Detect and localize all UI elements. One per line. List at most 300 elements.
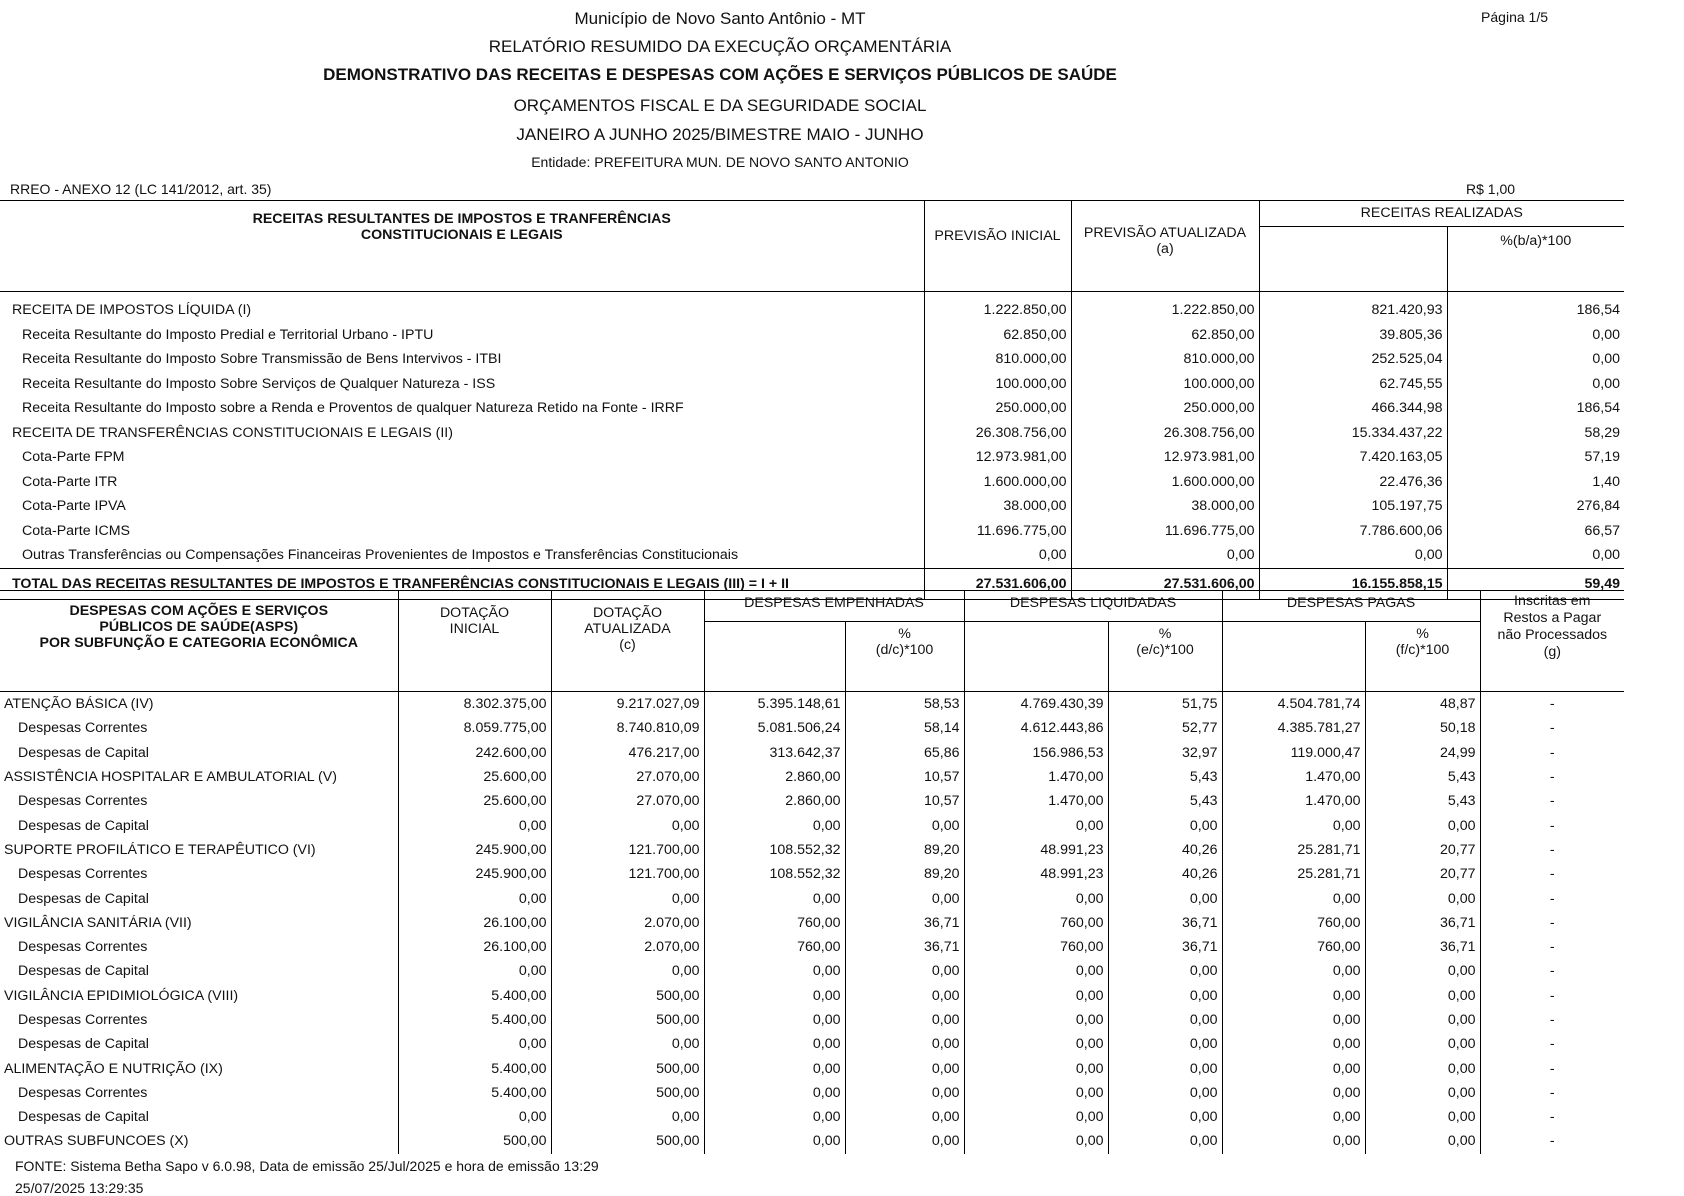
pct-liquidada: 0,00 <box>1108 959 1222 983</box>
receita-row <box>0 323 1624 348</box>
despesas-header-dotacao-atualizada: DOTAÇÃO ATUALIZADA (c) <box>551 591 704 692</box>
dotacao-atualizada: 476.217,00 <box>551 741 704 765</box>
despesa-liquidada: 4.769.430,39 <box>964 692 1108 717</box>
despesa-liquidada: 4.612.443,86 <box>964 716 1108 740</box>
receita-realizada: 7.786.600,06 <box>1259 519 1447 544</box>
pct-liquidada: 52,77 <box>1108 716 1222 740</box>
dotacao-inicial: 245.900,00 <box>398 862 551 886</box>
despesa-label: ASSISTÊNCIA HOSPITALAR E AMBULATORIAL (V) <box>4 769 337 786</box>
pct-empenhada: 0,00 <box>845 1105 964 1129</box>
pct-liquidada: 40,26 <box>1108 862 1222 886</box>
despesa-empenhada: 0,00 <box>704 1008 845 1032</box>
receita-label: Cota-Parte FPM <box>22 449 125 466</box>
receita-row <box>0 543 1624 568</box>
municipality-title: Município de Novo Santo Antônio - MT <box>574 9 866 28</box>
receita-row <box>0 445 1624 470</box>
entity-line: Entidade: PREFEITURA MUN. DE NOVO SANTO ANTONIO <box>531 154 909 170</box>
receitas-header-realizadas-value <box>1259 226 1447 291</box>
despesa-subrow <box>0 959 1624 983</box>
restos-a-pagar: - <box>1480 886 1624 910</box>
receita-prev-inicial: 100.000,00 <box>924 372 1071 397</box>
dotacao-inicial: 0,00 <box>398 959 551 983</box>
despesa-label: Despesas Correntes <box>18 866 148 883</box>
despesa-subrow <box>0 935 1624 959</box>
despesa-empenhada: 5.081.506,24 <box>704 716 845 740</box>
dotacao-inicial: 0,00 <box>398 886 551 910</box>
pct-empenhada: 0,00 <box>845 813 964 837</box>
total-prev-atualizada: 27.531.606,00 <box>1071 568 1259 599</box>
page-number: Página 1/5 <box>1481 9 1548 25</box>
pct-liquidada: 0,00 <box>1108 984 1222 1008</box>
pct-empenhada: 0,00 <box>845 1081 964 1105</box>
despesa-paga: 0,00 <box>1222 886 1365 910</box>
despesa-subrow <box>0 862 1624 886</box>
pct-paga: 24,99 <box>1365 741 1480 765</box>
pct-paga: 36,71 <box>1365 911 1480 935</box>
receita-prev-atualizada: 26.308.756,00 <box>1071 421 1259 446</box>
despesa-empenhada: 0,00 <box>704 1032 845 1056</box>
pct-paga: 0,00 <box>1365 1008 1480 1032</box>
dotacao-inicial: 5.400,00 <box>398 1008 551 1032</box>
despesa-empenhada: 5.395.148,61 <box>704 692 845 717</box>
pct-paga: 0,00 <box>1365 1032 1480 1056</box>
receita-label: Receita Resultante do Imposto Predial e Territorial Urbano - IPTU <box>22 326 434 343</box>
restos-a-pagar: - <box>1480 984 1624 1008</box>
receitas-table <box>0 200 1624 600</box>
receita-label: RECEITA DE IMPOSTOS LÍQUIDA (I) <box>12 302 252 319</box>
dotacao-atualizada: 0,00 <box>551 813 704 837</box>
despesa-paga: 1.470,00 <box>1222 765 1365 789</box>
source-note: FONTE: Sistema Betha Sapo v 6.0.98, Data de emissão 25/Jul/2025 e hora de emissão 13:29 <box>15 1158 599 1174</box>
receita-label: Receita Resultante do Imposto Sobre Transmissão de Bens Intervivos - ITBI <box>22 351 502 368</box>
receita-prev-atualizada: 250.000,00 <box>1071 396 1259 421</box>
restos-a-pagar: - <box>1480 1081 1624 1105</box>
dotacao-atualizada: 27.070,00 <box>551 765 704 789</box>
receita-row <box>0 396 1624 421</box>
receita-percent: 66,57 <box>1447 519 1624 544</box>
despesa-liquidada: 0,00 <box>964 1008 1108 1032</box>
receita-prev-inicial: 0,00 <box>924 543 1071 568</box>
receita-realizada: 252.525,04 <box>1259 347 1447 372</box>
receita-label: Receita Resultante do Imposto sobre a Renda e Proventos de qualquer Natureza Retido na Fonte - IRRF <box>22 400 684 417</box>
receita-realizada: 22.476,36 <box>1259 470 1447 495</box>
dotacao-atualizada: 500,00 <box>551 1081 704 1105</box>
restos-a-pagar: - <box>1480 716 1624 740</box>
despesa-paga: 119.000,47 <box>1222 741 1365 765</box>
despesa-label: Despesas de Capital <box>18 1109 149 1126</box>
despesa-liquidada: 1.470,00 <box>964 789 1108 813</box>
pct-liquidada: 0,00 <box>1108 1105 1222 1129</box>
receita-row <box>0 421 1624 446</box>
despesa-paga: 0,00 <box>1222 959 1365 983</box>
despesa-label: ALIMENTAÇÃO E NUTRIÇÃO (IX) <box>4 1060 223 1077</box>
dotacao-atualizada: 2.070,00 <box>551 911 704 935</box>
despesa-paga: 0,00 <box>1222 1081 1365 1105</box>
despesa-paga: 4.504.781,74 <box>1222 692 1365 717</box>
despesa-empenhada: 0,00 <box>704 886 845 910</box>
receita-prev-atualizada: 12.973.981,00 <box>1071 445 1259 470</box>
receita-prev-atualizada: 38.000,00 <box>1071 494 1259 519</box>
statement-title: DEMONSTRATIVO DAS RECEITAS E DESPESAS COM AÇÕES E SERVIÇOS PÚBLICOS DE SAÚDE <box>323 65 1117 84</box>
despesa-label: VIGILÂNCIA EPIDIMIOLÓGICA (VIII) <box>4 987 239 1004</box>
receita-percent: 0,00 <box>1447 323 1624 348</box>
despesa-liquidada: 0,00 <box>964 1129 1108 1153</box>
restos-a-pagar: - <box>1480 741 1624 765</box>
despesa-row <box>0 984 1624 1008</box>
despesa-empenhada: 0,00 <box>704 1056 845 1080</box>
despesas-header-empenhadas: DESPESAS EMPENHADAS <box>704 591 964 622</box>
dotacao-atualizada: 27.070,00 <box>551 789 704 813</box>
dotacao-inicial: 245.900,00 <box>398 838 551 862</box>
receita-percent: 0,00 <box>1447 372 1624 397</box>
despesa-paga: 0,00 <box>1222 1105 1365 1129</box>
pct-paga: 0,00 <box>1365 813 1480 837</box>
receita-prev-inicial: 11.696.775,00 <box>924 519 1071 544</box>
receita-label: Cota-Parte IPVA <box>22 498 126 515</box>
dotacao-atualizada: 500,00 <box>551 1056 704 1080</box>
dotacao-atualizada: 121.700,00 <box>551 838 704 862</box>
dotacao-inicial: 5.400,00 <box>398 1056 551 1080</box>
despesas-header-pct-pagas: % (f/c)*100 <box>1365 621 1480 691</box>
despesa-empenhada: 0,00 <box>704 1081 845 1105</box>
despesa-row <box>0 1056 1624 1080</box>
pct-liquidada: 5,43 <box>1108 765 1222 789</box>
pct-empenhada: 0,00 <box>845 1056 964 1080</box>
pct-empenhada: 36,71 <box>845 911 964 935</box>
despesa-paga: 0,00 <box>1222 1129 1365 1153</box>
receita-label: Receita Resultante do Imposto Sobre Serviços de Qualquer Natureza - ISS <box>22 375 496 392</box>
pct-empenhada: 0,00 <box>845 984 964 1008</box>
despesa-empenhada: 2.860,00 <box>704 765 845 789</box>
pct-liquidada: 40,26 <box>1108 838 1222 862</box>
despesa-label: OUTRAS SUBFUNCOES (X) <box>4 1133 189 1150</box>
despesa-liquidada: 0,00 <box>964 813 1108 837</box>
despesa-liquidada: 48.991,23 <box>964 862 1108 886</box>
pct-paga: 48,87 <box>1365 692 1480 717</box>
pct-paga: 36,71 <box>1365 935 1480 959</box>
restos-a-pagar: - <box>1480 692 1624 717</box>
receitas-header-title: RECEITAS RESULTANTES DE IMPOSTOS E TRANFERÊNCIAS CONSTITUCIONAIS E LEGAIS <box>0 201 924 292</box>
despesas-header-dotacao-inicial: DOTAÇÃO INICIAL <box>398 591 551 692</box>
pct-paga: 0,00 <box>1365 1081 1480 1105</box>
dotacao-inicial: 5.400,00 <box>398 984 551 1008</box>
despesa-subrow <box>0 1105 1624 1129</box>
despesa-subrow <box>0 813 1624 837</box>
pct-liquidada: 36,71 <box>1108 911 1222 935</box>
dotacao-atualizada: 8.740.810,09 <box>551 716 704 740</box>
despesa-liquidada: 0,00 <box>964 1081 1108 1105</box>
despesa-liquidada: 48.991,23 <box>964 838 1108 862</box>
pct-paga: 20,77 <box>1365 838 1480 862</box>
receita-row <box>0 372 1624 397</box>
period-subtitle: JANEIRO A JUNHO 2025/BIMESTRE MAIO - JUNHO <box>516 125 924 144</box>
receita-realizada: 7.420.163,05 <box>1259 445 1447 470</box>
dotacao-inicial: 0,00 <box>398 1032 551 1056</box>
despesa-paga: 25.281,71 <box>1222 862 1365 886</box>
receita-prev-atualizada: 11.696.775,00 <box>1071 519 1259 544</box>
despesa-row <box>0 692 1624 717</box>
pct-empenhada: 0,00 <box>845 1129 964 1153</box>
pct-paga: 0,00 <box>1365 984 1480 1008</box>
despesa-liquidada: 156.986,53 <box>964 741 1108 765</box>
dotacao-inicial: 242.600,00 <box>398 741 551 765</box>
receita-realizada: 466.344,98 <box>1259 396 1447 421</box>
pct-liquidada: 32,97 <box>1108 741 1222 765</box>
receita-prev-inicial: 1.222.850,00 <box>924 292 1071 323</box>
receita-percent: 57,19 <box>1447 445 1624 470</box>
report-title: RELATÓRIO RESUMIDO DA EXECUÇÃO ORÇAMENTÁRIA <box>488 37 952 56</box>
despesa-paga: 0,00 <box>1222 813 1365 837</box>
receita-percent: 276,84 <box>1447 494 1624 519</box>
receita-percent: 0,00 <box>1447 347 1624 372</box>
dotacao-inicial: 8.059.775,00 <box>398 716 551 740</box>
dotacao-atualizada: 500,00 <box>551 1129 704 1153</box>
receitas-header-prev-atualizada: PREVISÃO ATUALIZADA (a) <box>1071 201 1259 292</box>
pct-paga: 0,00 <box>1365 1129 1480 1153</box>
pct-liquidada: 36,71 <box>1108 935 1222 959</box>
despesa-label: Despesas Correntes <box>18 1012 148 1028</box>
receita-row <box>0 470 1624 495</box>
despesa-label: Despesas de Capital <box>18 890 149 907</box>
budget-subtitle: ORÇAMENTOS FISCAL E DA SEGURIDADE SOCIAL <box>513 96 927 115</box>
despesas-header-pagas: DESPESAS PAGAS <box>1222 591 1480 622</box>
despesa-liquidada: 760,00 <box>964 935 1108 959</box>
pct-empenhada: 0,00 <box>845 959 964 983</box>
receita-percent: 186,54 <box>1447 292 1624 323</box>
dotacao-atualizada: 500,00 <box>551 1008 704 1032</box>
despesa-liquidada: 0,00 <box>964 1032 1108 1056</box>
total-realizadas: 16.155.858,15 <box>1259 568 1447 599</box>
restos-a-pagar: - <box>1480 1008 1624 1032</box>
pct-empenhada: 0,00 <box>845 1032 964 1056</box>
restos-a-pagar: - <box>1480 838 1624 862</box>
despesas-table <box>0 590 1624 1154</box>
despesa-label: Despesas de Capital <box>18 744 149 761</box>
restos-a-pagar: - <box>1480 789 1624 813</box>
pct-empenhada: 10,57 <box>845 789 964 813</box>
pct-paga: 5,43 <box>1365 789 1480 813</box>
dotacao-inicial: 500,00 <box>398 1129 551 1153</box>
despesas-header-empenhadas-value <box>704 621 845 691</box>
despesa-empenhada: 0,00 <box>704 984 845 1008</box>
restos-a-pagar: - <box>1480 1056 1624 1080</box>
despesa-label: Despesas de Capital <box>18 963 149 980</box>
pct-liquidada: 5,43 <box>1108 789 1222 813</box>
despesa-paga: 25.281,71 <box>1222 838 1365 862</box>
total-percent: 59,49 <box>1447 568 1624 599</box>
despesa-subrow <box>0 1081 1624 1105</box>
pct-liquidada: 0,00 <box>1108 1129 1222 1153</box>
receita-label: Cota-Parte ITR <box>22 473 118 490</box>
receitas-header-realizadas: RECEITAS REALIZADAS <box>1259 201 1624 227</box>
despesa-row <box>0 911 1624 935</box>
pct-empenhada: 89,20 <box>845 862 964 886</box>
pct-empenhada: 0,00 <box>845 1008 964 1032</box>
despesa-label: VIGILÂNCIA SANITÁRIA (VII) <box>4 914 192 931</box>
restos-a-pagar: - <box>1480 935 1624 959</box>
despesa-liquidada: 0,00 <box>964 1056 1108 1080</box>
despesa-paga: 0,00 <box>1222 1056 1365 1080</box>
receita-prev-inicial: 1.600.000,00 <box>924 470 1071 495</box>
pct-liquidada: 0,00 <box>1108 1032 1222 1056</box>
despesa-liquidada: 760,00 <box>964 911 1108 935</box>
currency-unit: R$ 1,00 <box>1466 181 1516 197</box>
pct-empenhada: 58,14 <box>845 716 964 740</box>
pct-empenhada: 65,86 <box>845 741 964 765</box>
despesa-empenhada: 2.860,00 <box>704 789 845 813</box>
receita-prev-atualizada: 100.000,00 <box>1071 372 1259 397</box>
dotacao-atualizada: 121.700,00 <box>551 862 704 886</box>
restos-a-pagar: - <box>1480 765 1624 789</box>
receita-prev-inicial: 12.973.981,00 <box>924 445 1071 470</box>
dotacao-inicial: 25.600,00 <box>398 789 551 813</box>
despesa-empenhada: 0,00 <box>704 813 845 837</box>
despesas-header-restos-a-pagar: Inscritas em Restos a Pagar não Processados (g) <box>1480 591 1624 692</box>
despesas-header-pct-liquidadas: % (e/c)*100 <box>1108 621 1222 691</box>
despesa-subrow <box>0 789 1624 813</box>
pct-paga: 20,77 <box>1365 862 1480 886</box>
pct-paga: 5,43 <box>1365 765 1480 789</box>
receita-percent: 186,54 <box>1447 396 1624 421</box>
receita-label: Cota-Parte ICMS <box>22 522 131 539</box>
pct-empenhada: 36,71 <box>845 935 964 959</box>
receita-prev-inicial: 38.000,00 <box>924 494 1071 519</box>
dotacao-inicial: 0,00 <box>398 1105 551 1129</box>
dotacao-inicial: 5.400,00 <box>398 1081 551 1105</box>
despesa-paga: 0,00 <box>1222 1008 1365 1032</box>
dotacao-atualizada: 0,00 <box>551 1105 704 1129</box>
despesa-liquidada: 0,00 <box>964 959 1108 983</box>
receita-realizada: 39.805,36 <box>1259 323 1447 348</box>
receita-prev-atualizada: 1.600.000,00 <box>1071 470 1259 495</box>
despesa-empenhada: 0,00 <box>704 959 845 983</box>
receita-row <box>0 347 1624 372</box>
despesa-liquidada: 0,00 <box>964 984 1108 1008</box>
receita-percent: 1,40 <box>1447 470 1624 495</box>
despesas-header-title: DESPESAS COM AÇÕES E SERVIÇOS PÚBLICOS DE SAÚDE(ASPS) POR SUBFUNÇÃO E CATEGORIA ECONÔMICA <box>0 591 398 692</box>
pct-empenhada: 0,00 <box>845 886 964 910</box>
despesa-row <box>0 838 1624 862</box>
despesa-label: Despesas Correntes <box>18 939 148 956</box>
restos-a-pagar: - <box>1480 1105 1624 1129</box>
despesas-header-pct-empenhadas: % (d/c)*100 <box>845 621 964 691</box>
despesa-label: Despesas Correntes <box>18 1084 148 1101</box>
receita-label: Outras Transferências ou Compensações Financeiras Provenientes de Impostos e Transferências Constitucionais <box>22 547 739 564</box>
receita-prev-atualizada: 810.000,00 <box>1071 347 1259 372</box>
pct-liquidada: 0,00 <box>1108 886 1222 910</box>
despesa-label: Despesas Correntes <box>18 720 148 737</box>
dotacao-atualizada: 9.217.027,09 <box>551 692 704 717</box>
annex-reference: RREO - ANEXO 12 (LC 141/2012, art. 35) <box>10 181 272 197</box>
despesa-empenhada: 108.552,32 <box>704 862 845 886</box>
receita-realizada: 821.420,93 <box>1259 292 1447 323</box>
receita-realizada: 105.197,75 <box>1259 494 1447 519</box>
pct-paga: 0,00 <box>1365 959 1480 983</box>
total-prev-inicial: 27.531.606,00 <box>924 568 1071 599</box>
dotacao-atualizada: 0,00 <box>551 886 704 910</box>
despesa-subrow <box>0 886 1624 910</box>
dotacao-atualizada: 2.070,00 <box>551 935 704 959</box>
pct-empenhada: 10,57 <box>845 765 964 789</box>
emission-timestamp: 25/07/2025 13:29:35 <box>15 1180 144 1196</box>
receita-label: RECEITA DE TRANSFERÊNCIAS CONSTITUCIONAIS E LEGAIS (II) <box>12 424 453 441</box>
despesa-label: Despesas Correntes <box>18 793 148 810</box>
receita-prev-atualizada: 0,00 <box>1071 543 1259 568</box>
dotacao-inicial: 26.100,00 <box>398 911 551 935</box>
despesa-empenhada: 108.552,32 <box>704 838 845 862</box>
receita-percent: 0,00 <box>1447 543 1624 568</box>
despesa-paga: 0,00 <box>1222 1032 1365 1056</box>
pct-empenhada: 58,53 <box>845 692 964 717</box>
despesa-liquidada: 0,00 <box>964 1105 1108 1129</box>
despesa-label: ATENÇÃO BÁSICA (IV) <box>4 696 154 713</box>
receita-prev-inicial: 250.000,00 <box>924 396 1071 421</box>
despesa-empenhada: 760,00 <box>704 911 845 935</box>
despesa-paga: 760,00 <box>1222 911 1365 935</box>
restos-a-pagar: - <box>1480 1129 1624 1153</box>
pct-empenhada: 89,20 <box>845 838 964 862</box>
despesa-row <box>0 765 1624 789</box>
dotacao-atualizada: 0,00 <box>551 959 704 983</box>
receita-prev-inicial: 62.850,00 <box>924 323 1071 348</box>
dotacao-inicial: 0,00 <box>398 813 551 837</box>
despesa-subrow <box>0 716 1624 740</box>
despesa-subrow <box>0 741 1624 765</box>
pct-paga: 0,00 <box>1365 1056 1480 1080</box>
despesas-header-pagas-value <box>1222 621 1365 691</box>
receita-prev-atualizada: 1.222.850,00 <box>1071 292 1259 323</box>
pct-liquidada: 0,00 <box>1108 1008 1222 1032</box>
despesa-liquidada: 0,00 <box>964 886 1108 910</box>
despesas-header-liquidadas: DESPESAS LIQUIDADAS <box>964 591 1222 622</box>
despesa-label: SUPORTE PROFILÁTICO E TERAPÊUTICO (VI) <box>4 841 316 858</box>
despesa-label: Despesas de Capital <box>18 1036 149 1053</box>
dotacao-inicial: 8.302.375,00 <box>398 692 551 717</box>
despesa-paga: 0,00 <box>1222 984 1365 1008</box>
receita-row <box>0 519 1624 544</box>
restos-a-pagar: - <box>1480 911 1624 935</box>
receita-realizada: 0,00 <box>1259 543 1447 568</box>
pct-paga: 0,00 <box>1365 1105 1480 1129</box>
despesa-empenhada: 760,00 <box>704 935 845 959</box>
despesa-subrow <box>0 1032 1624 1056</box>
restos-a-pagar: - <box>1480 862 1624 886</box>
despesa-subrow <box>0 1008 1624 1032</box>
pct-liquidada: 0,00 <box>1108 1056 1222 1080</box>
despesa-row <box>0 1129 1624 1153</box>
receitas-header-percent: %(b/a)*100 <box>1447 226 1624 291</box>
dotacao-atualizada: 500,00 <box>551 984 704 1008</box>
restos-a-pagar: - <box>1480 959 1624 983</box>
despesa-empenhada: 0,00 <box>704 1129 845 1153</box>
receita-percent: 58,29 <box>1447 421 1624 446</box>
despesa-empenhada: 0,00 <box>704 1105 845 1129</box>
total-label: TOTAL DAS RECEITAS RESULTANTES DE IMPOSTOS E TRANFERÊNCIAS CONSTITUCIONAIS E LEGAIS (III) = I + II <box>0 568 924 599</box>
despesas-header-liquidadas-value <box>964 621 1108 691</box>
receita-realizada: 62.745,55 <box>1259 372 1447 397</box>
despesa-label: Despesas de Capital <box>18 817 149 834</box>
receita-row <box>0 494 1624 519</box>
despesa-paga: 1.470,00 <box>1222 789 1365 813</box>
dotacao-atualizada: 0,00 <box>551 1032 704 1056</box>
restos-a-pagar: - <box>1480 813 1624 837</box>
pct-paga: 0,00 <box>1365 886 1480 910</box>
receita-row <box>0 292 1624 323</box>
receita-prev-inicial: 810.000,00 <box>924 347 1071 372</box>
receitas-header-prev-inicial: PREVISÃO INICIAL <box>924 201 1071 292</box>
receita-prev-inicial: 26.308.756,00 <box>924 421 1071 446</box>
despesa-empenhada: 313.642,37 <box>704 741 845 765</box>
